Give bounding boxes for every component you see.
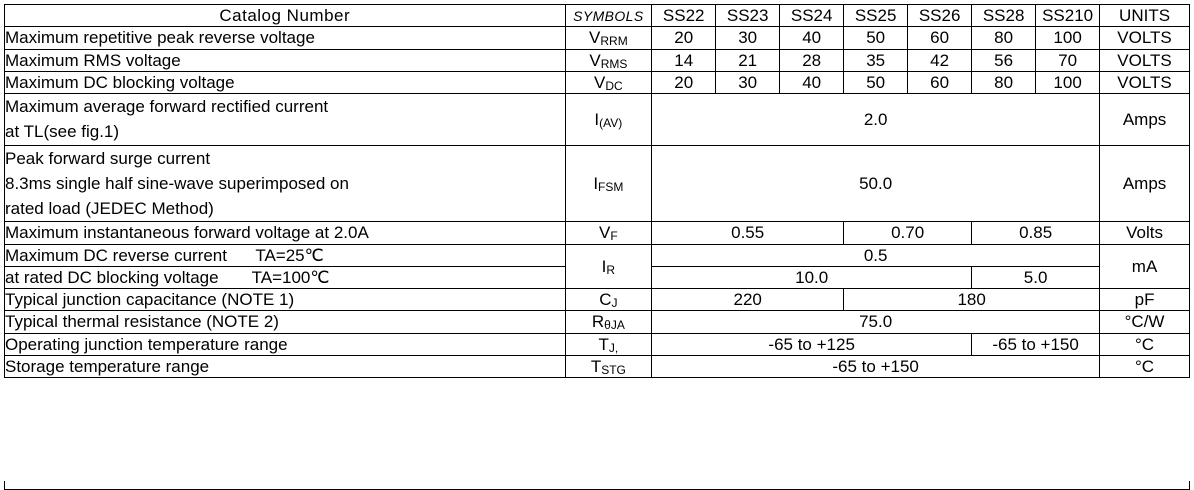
row-symbol-tstg	[565, 355, 652, 377]
cell-vrms-ss24: 28	[780, 49, 844, 71]
row-description-iav-line2: at TL(see fig.1)	[5, 122, 120, 142]
table-row	[5, 49, 1190, 71]
table-row	[5, 333, 1190, 355]
cell-tstg-all-parts: -65 to +150	[652, 355, 1100, 377]
row-description-iav	[5, 94, 566, 146]
table-header-row	[5, 5, 1190, 27]
row-units-rthja: °C/W	[1100, 311, 1190, 333]
row-units-iav: Amps	[1100, 94, 1190, 146]
row-description-ifsm-line1: Peak forward surge current	[5, 148, 211, 168]
cell-cj-group2: 180	[844, 289, 1100, 311]
row-symbol-tj	[565, 333, 652, 355]
part-header-ss210: SS210	[1036, 5, 1100, 27]
row-description-cj: Typical junction capacitance (NOTE 1)	[5, 289, 566, 311]
symbol-sub: J,	[608, 340, 619, 355]
symbol-main: R	[591, 312, 605, 332]
table-row	[5, 311, 1190, 333]
row-description-tstg: Storage temperature range	[5, 355, 566, 377]
cell-tj-group2: -65 to +150	[972, 333, 1100, 355]
symbol-main: T	[590, 356, 602, 376]
row-description-iav-line1: Maximum average forward rectified current	[5, 97, 329, 116]
cell-vrms-ss25: 35	[844, 49, 908, 71]
symbol-sub: F	[610, 229, 618, 244]
symbol-sub: J	[611, 296, 618, 310]
cell-vrms-ss28: 56	[972, 49, 1036, 71]
cell-vdc-ss24: 40	[780, 71, 844, 93]
cell-ir-100c-group2: 5.0	[972, 266, 1100, 288]
row-description-ifsm-line2: 8.3ms single half sine-wave superimposed on	[5, 173, 349, 193]
cell-vdc-ss210: 100	[1036, 71, 1100, 93]
table-row	[5, 244, 1190, 266]
cell-vrrm-ss25: 50	[844, 27, 908, 49]
row-description-ir-line2: at rated DC blocking voltage TA=100℃	[5, 266, 566, 288]
cell-vf-group3: 0.85	[972, 222, 1100, 244]
symbol-main: V	[599, 223, 611, 243]
cell-vrms-ss210: 70	[1036, 49, 1100, 71]
row-symbol-rthja	[565, 311, 652, 333]
row-units-vrrm: VOLTS	[1100, 27, 1190, 49]
row-description-ir-line1: Maximum DC reverse current TA=25℃	[5, 244, 566, 266]
cell-vrrm-ss24: 40	[780, 27, 844, 49]
part-header-ss25: SS25	[844, 5, 908, 27]
cell-ir-25c: 0.5	[652, 244, 1100, 266]
part-header-ss26: SS26	[908, 5, 972, 27]
row-symbol-ir	[565, 244, 652, 289]
row-units-tstg: °C	[1100, 355, 1190, 377]
row-symbol-vdc	[565, 71, 652, 93]
cell-vdc-ss22: 20	[652, 71, 716, 93]
cell-vrrm-ss22: 20	[652, 27, 716, 49]
row-symbol-vrrm	[565, 27, 652, 49]
row-units-tj: °C	[1100, 333, 1190, 355]
row-description-ifsm-line3: rated load (JEDEC Method)	[5, 199, 214, 218]
symbol-main: V	[594, 72, 606, 92]
cell-tj-group1: -65 to +125	[652, 333, 972, 355]
row-description-tj: Operating junction temperature range	[5, 333, 566, 355]
symbol-main: T	[598, 334, 609, 354]
symbol-sub: STG	[601, 362, 626, 377]
cell-vdc-ss23: 30	[716, 71, 780, 93]
part-header-ss28: SS28	[972, 5, 1036, 27]
row-description-vdc: Maximum DC blocking voltage	[5, 71, 566, 93]
cell-vrrm-ss23: 30	[716, 27, 780, 49]
row-symbol-cj	[565, 289, 652, 311]
table-row	[5, 145, 1190, 222]
row-description-vf: Maximum instantaneous forward voltage at 2.0A	[5, 222, 566, 244]
cell-vrrm-ss28: 80	[972, 27, 1036, 49]
symbol-main: I	[601, 256, 607, 276]
part-header-ss22: SS22	[652, 5, 716, 27]
cell-vrms-ss23: 21	[716, 49, 780, 71]
table-row	[5, 27, 1190, 49]
symbol-sub: FSM	[598, 179, 624, 194]
cell-iav-all-parts: 2.0	[652, 94, 1100, 146]
cell-vf-group1: 0.55	[652, 222, 844, 244]
symbol-main: V	[589, 50, 601, 70]
row-description-vrrm: Maximum repetitive peak reverse voltage	[5, 27, 566, 49]
electrical-characteristics-table	[4, 4, 1190, 378]
row-units-vrms: VOLTS	[1100, 49, 1190, 71]
cell-vrrm-ss26: 60	[908, 27, 972, 49]
row-units-vf: Volts	[1100, 222, 1190, 244]
symbols-header	[565, 5, 652, 27]
row-units-ifsm: Amps	[1100, 145, 1190, 222]
row-units-ir: mA	[1100, 244, 1190, 289]
symbol-main: I	[593, 173, 599, 193]
cell-vdc-ss28: 80	[972, 71, 1036, 93]
cell-vrms-ss26: 42	[908, 49, 972, 71]
cell-cj-group1: 220	[652, 289, 844, 311]
cell-rthja-all-parts: 75.0	[652, 311, 1100, 333]
row-description-ifsm	[5, 145, 566, 222]
row-description-vrms: Maximum RMS voltage	[5, 49, 566, 71]
cell-ir-100c-group1: 10.0	[652, 266, 972, 288]
symbol-sub: (AV)	[599, 115, 623, 130]
cell-vdc-ss25: 50	[844, 71, 908, 93]
row-units-cj: pF	[1100, 289, 1190, 311]
symbols-header-label: SYMBOLS	[573, 8, 644, 24]
row-symbol-vrms	[565, 49, 652, 71]
symbol-sub: θJA	[604, 318, 625, 333]
symbol-sub: RMS	[600, 56, 628, 71]
symbol-sub: DC	[605, 78, 623, 93]
symbol-main: I	[594, 109, 600, 129]
units-header: UNITS	[1100, 5, 1190, 27]
row-symbol-ifsm	[565, 145, 652, 222]
cell-vf-group2: 0.70	[844, 222, 972, 244]
symbol-sub: RRM	[600, 34, 628, 49]
cell-vdc-ss26: 60	[908, 71, 972, 93]
symbol-sub: R	[606, 262, 616, 277]
symbol-main: V	[589, 28, 601, 48]
table-row	[5, 289, 1190, 311]
table-row	[5, 355, 1190, 377]
table-row	[5, 71, 1190, 93]
row-description-rthja: Typical thermal resistance (NOTE 2)	[5, 311, 566, 333]
table-row	[5, 94, 1190, 146]
catalog-number-header: Catalog Number	[5, 5, 566, 27]
row-symbol-vf	[565, 222, 652, 244]
cell-vrms-ss22: 14	[652, 49, 716, 71]
part-header-ss23: SS23	[716, 5, 780, 27]
cell-vrrm-ss210: 100	[1036, 27, 1100, 49]
table-row	[5, 222, 1190, 244]
cell-ifsm-all-parts: 50.0	[652, 145, 1100, 222]
spec-table-page	[0, 4, 1194, 490]
row-symbol-iav	[565, 94, 652, 146]
symbol-main: C	[599, 290, 612, 309]
row-units-vdc: VOLTS	[1100, 71, 1190, 93]
part-header-ss24: SS24	[780, 5, 844, 27]
